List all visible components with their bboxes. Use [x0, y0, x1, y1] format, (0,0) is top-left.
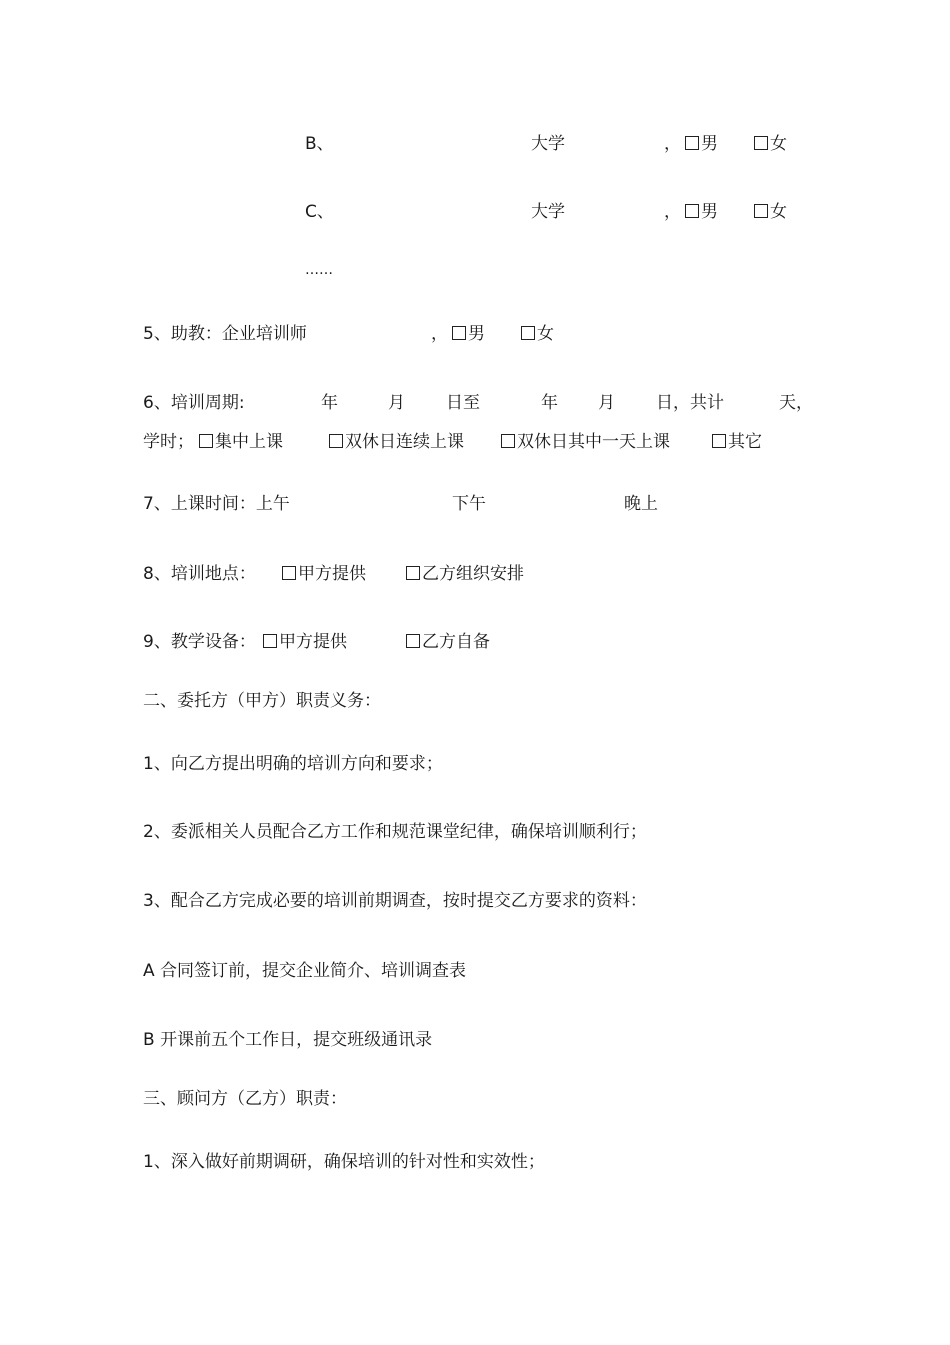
item-5-male-option[interactable]: 男	[452, 324, 485, 344]
item-6-option-other[interactable]: 其它	[712, 432, 762, 452]
item-5-comma: ，	[431, 324, 448, 344]
lecturer-b-female-option[interactable]: 女	[754, 134, 787, 154]
section-3-title: 三、顾问方（乙方）职责：	[143, 1089, 347, 1109]
item-7-evening: 晚上	[624, 494, 658, 514]
checkbox-icon[interactable]	[754, 136, 768, 150]
item-6-label: 6、培训周期:	[143, 393, 245, 413]
lecturer-b-label: B、	[305, 134, 334, 154]
section-2-a: A 合同签订前，提交企业简介、培训调查表	[143, 961, 467, 981]
item-6-class-hours: 学时；	[143, 432, 194, 452]
item-8-label: 8、培训地点：	[143, 564, 256, 584]
section-2-title: 二、委托方（甲方）职责义务：	[143, 691, 381, 711]
checkbox-icon[interactable]	[501, 434, 515, 448]
item-5-text: 5、助教：企业培训师	[143, 324, 307, 344]
section-2-p1: 1、向乙方提出明确的培训方向和要求；	[143, 754, 443, 774]
checkbox-icon[interactable]	[712, 434, 726, 448]
item-6-day-to: 日至	[446, 393, 480, 413]
checkbox-icon[interactable]	[263, 634, 277, 648]
checkbox-icon[interactable]	[685, 136, 699, 150]
section-2-b: B 开课前五个工作日，提交班级通讯录	[143, 1030, 433, 1050]
item-6-year-2: 年	[541, 393, 558, 413]
checkbox-icon[interactable]	[329, 434, 343, 448]
ellipsis: ……	[305, 262, 333, 278]
section-3-p1: 1、深入做好前期调研，确保培训的针对性和实效性；	[143, 1152, 545, 1172]
lecturer-c-comma: ，	[664, 202, 681, 222]
item-6-year-1: 年	[321, 393, 338, 413]
lecturer-c-male-option[interactable]: 男	[685, 202, 718, 222]
item-6-days: 天，	[779, 393, 813, 413]
checkbox-icon[interactable]	[406, 634, 420, 648]
checkbox-icon[interactable]	[452, 326, 466, 340]
lecturer-c-university: 大学	[531, 202, 565, 222]
item-9-option-party-a[interactable]: 甲方提供	[263, 632, 347, 652]
section-2-p2: 2、委派相关人员配合乙方工作和规范课堂纪律，确保培训顺利行；	[143, 822, 647, 842]
lecturer-b-university: 大学	[531, 134, 565, 154]
item-7-afternoon: 下午	[452, 494, 486, 514]
section-2-p3: 3、配合乙方完成必要的培训前期调查，按时提交乙方要求的资料：	[143, 891, 647, 911]
item-8-option-party-b[interactable]: 乙方组织安排	[406, 564, 524, 584]
checkbox-icon[interactable]	[685, 204, 699, 218]
checkbox-icon[interactable]	[199, 434, 213, 448]
item-6-option-concentrated[interactable]: 集中上课	[199, 432, 283, 452]
item-5-female-option[interactable]: 女	[521, 324, 554, 344]
checkbox-icon[interactable]	[282, 566, 296, 580]
checkbox-icon[interactable]	[406, 566, 420, 580]
lecturer-c-female-option[interactable]: 女	[754, 202, 787, 222]
item-6-option-weekend-continuous[interactable]: 双休日连续上课	[329, 432, 464, 452]
checkbox-icon[interactable]	[754, 204, 768, 218]
item-8-option-party-a[interactable]: 甲方提供	[282, 564, 366, 584]
checkbox-icon[interactable]	[521, 326, 535, 340]
item-9-option-party-b[interactable]: 乙方自备	[406, 632, 490, 652]
item-6-option-weekend-one-day[interactable]: 双休日其中一天上课	[501, 432, 670, 452]
item-7-label: 7、上课时间：上午	[143, 494, 290, 514]
item-6-day-total: 日，共计	[656, 393, 724, 413]
lecturer-c-label: C、	[305, 202, 334, 222]
item-9-label: 9、教学设备：	[143, 632, 256, 652]
lecturer-b-comma: ，	[664, 134, 681, 154]
item-6-month-1: 月	[388, 393, 405, 413]
item-6-month-2: 月	[598, 393, 615, 413]
lecturer-b-male-option[interactable]: 男	[685, 134, 718, 154]
